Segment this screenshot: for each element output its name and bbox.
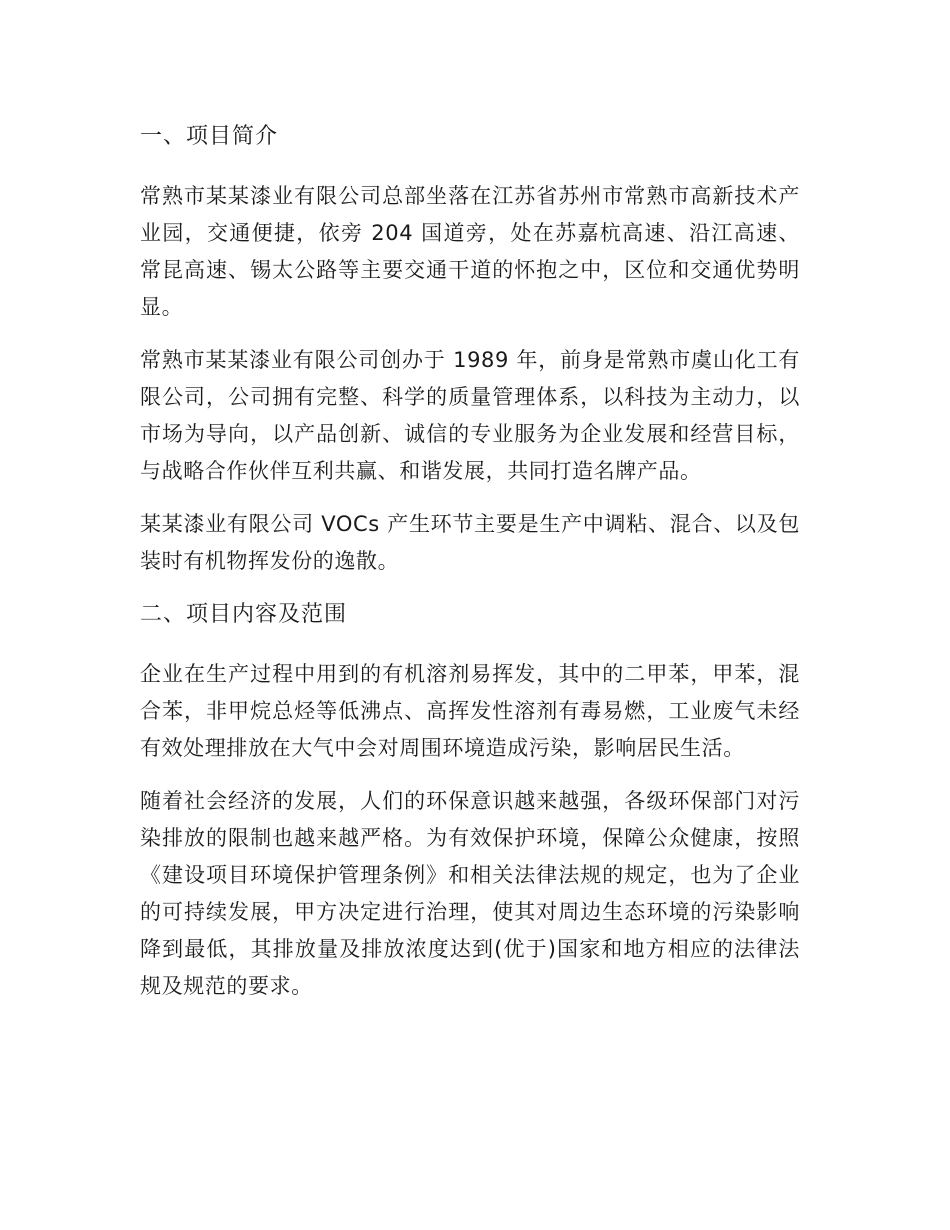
section-project-intro bbox=[140, 118, 800, 580]
section-heading: 一、项目简介 bbox=[140, 124, 279, 149]
paragraph: 某某漆业有限公司 VOCs 产生环节主要是生产中调粘、混合、以及包装时有机物挥发份的逸散。 bbox=[140, 512, 800, 573]
document-page bbox=[140, 118, 800, 1021]
paragraph: 企业在生产过程中用到的有机溶剂易挥发，其中的二甲苯，甲苯，混合苯，非甲烷总烃等低沸点、高挥发性溶剂有毒易燃，工业废气未经有效处理排放在大气中会对周围环境造成污染，影响居民生活。 bbox=[140, 662, 800, 760]
section-heading: 二、项目内容及范围 bbox=[140, 602, 348, 627]
section-project-scope bbox=[140, 596, 800, 1005]
paragraph: 随着社会经济的发展，人们的环保意识越来越强，各级环保部门对污染排放的限制也越来越严格。为有效保护环境，保障公众健康，按照《建设项目环境保护管理条例》和相关法律法规的规定，也为了企业的可持续发展，甲方决定进行治理，使其对周边生态环境的污染影响降到最低，其排放量及排放浓度达到(优于)国家和地方相应的法律法规及规范的要求。 bbox=[140, 789, 800, 998]
paragraph: 常熟市某某漆业有限公司创办于 1989 年，前身是常熟市虞山化工有限公司，公司拥有完整、科学的质量管理体系，以科技为主动力，以市场为导向，以产品创新、诚信的专业服务为企业发展和经营目标，与战略合作伙伴互利共赢、和谐发展，共同打造名牌产品。 bbox=[140, 348, 800, 483]
paragraph: 常熟市某某漆业有限公司总部坐落在江苏省苏州市常熟市高新技术产业园，交通便捷，依旁 204 国道旁，处在苏嘉杭高速、沿江高速、常昆高速、锡太公路等主要交通干道的怀抱之中，区位和交通优势明显。 bbox=[140, 184, 800, 319]
